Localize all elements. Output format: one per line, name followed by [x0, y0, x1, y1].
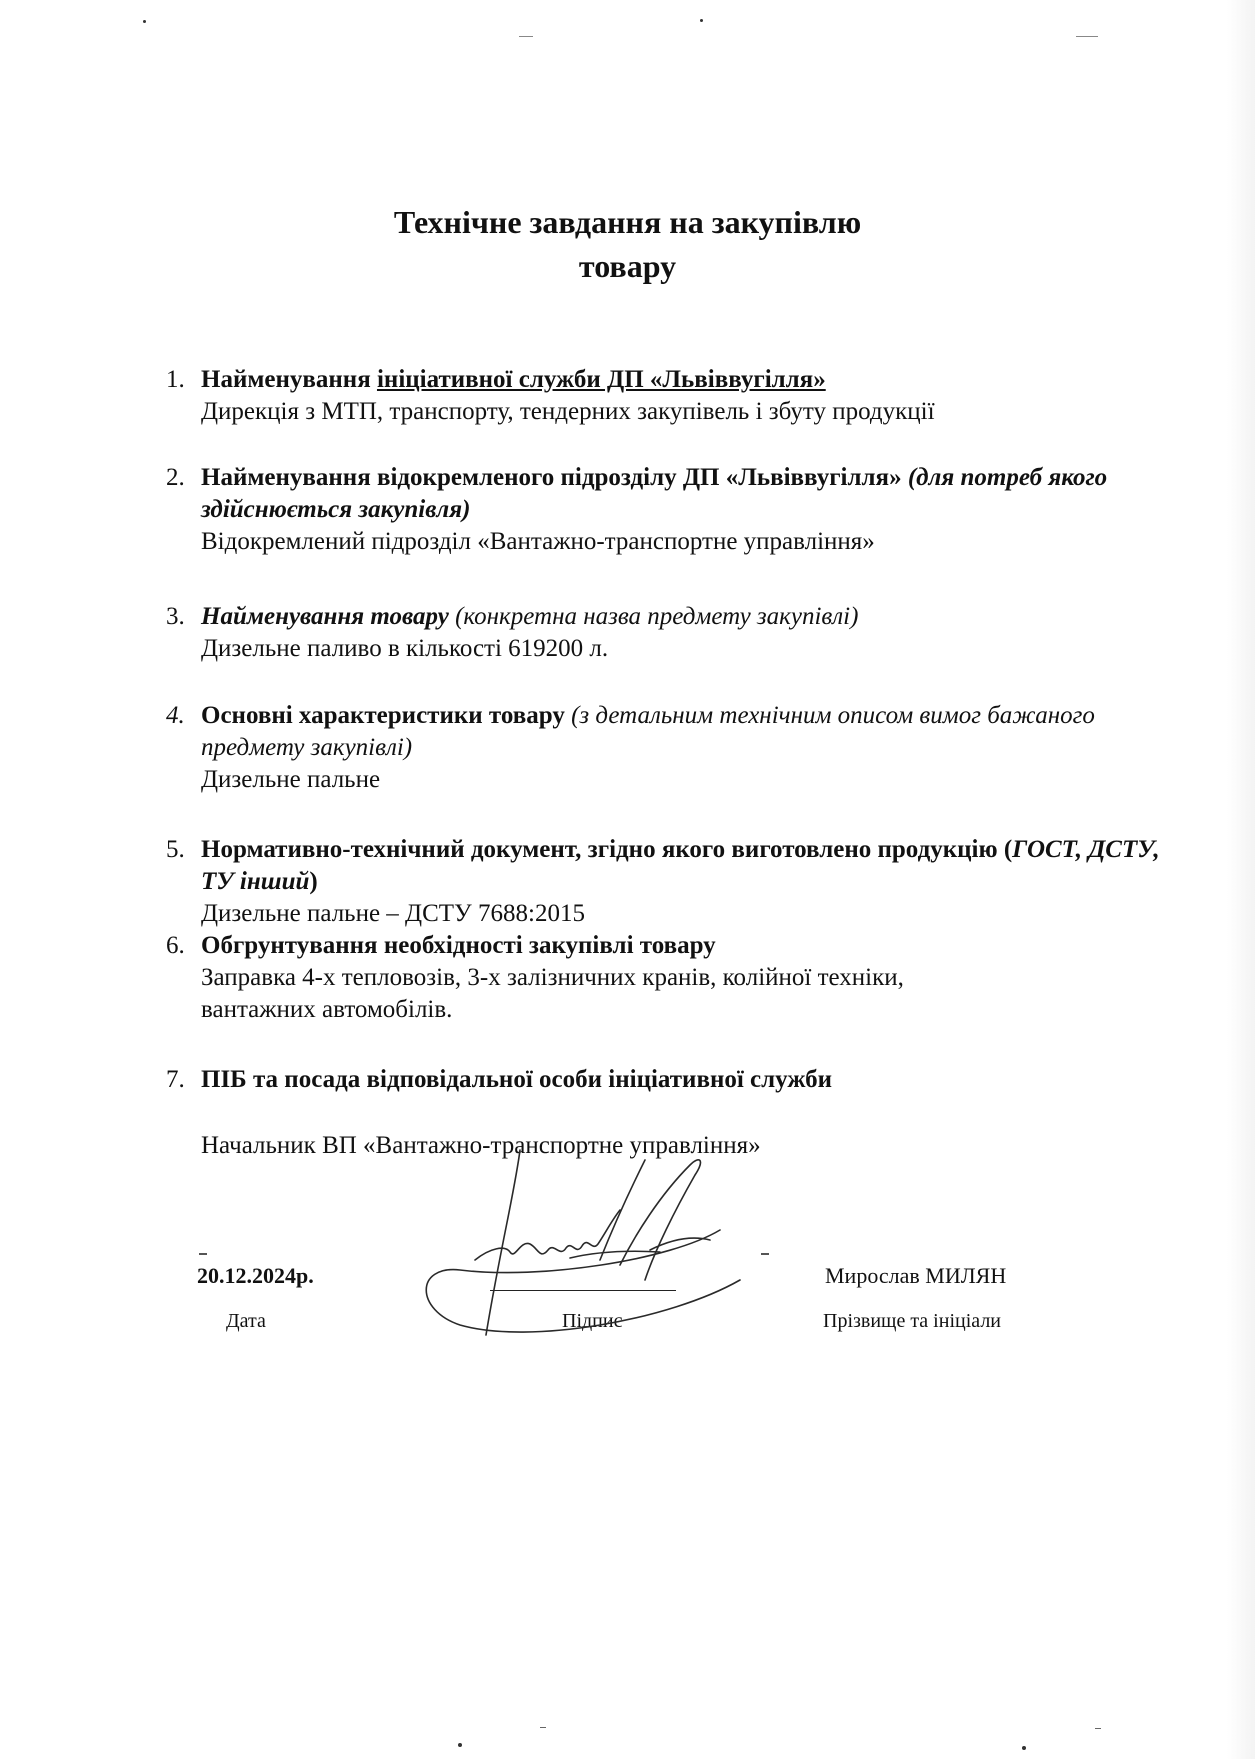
caption-name: Прізвище та ініціали — [823, 1310, 1001, 1332]
scan-speck — [199, 1253, 207, 1255]
document-title — [0, 200, 1255, 288]
section-title — [201, 834, 1166, 898]
section-body: Дизельне пальне – ДСТУ 7688:2015 — [201, 900, 585, 927]
section-body: Дирекція з МТП, транспорту, тендерних закупівель і збуту продукції — [201, 398, 935, 425]
scan-speck — [1076, 36, 1098, 37]
section-note: (конкретна назва предмету закупівлі) — [448, 603, 859, 630]
section-title — [201, 700, 1166, 764]
section-title — [201, 462, 1166, 526]
section-title-italic: (для потреб якого здійснюється закупівля) — [201, 464, 1108, 523]
scan-speck — [519, 36, 533, 37]
title-line-2: товару — [578, 248, 677, 284]
section-number: 3. — [166, 603, 185, 630]
section-number: 7. — [166, 1066, 185, 1093]
section-number: 1. — [166, 366, 185, 393]
scan-speck — [700, 19, 703, 22]
section-title-italic-bold: Найменування товару — [201, 603, 449, 630]
section-title-italic: ГОСТ, ДСТУ, ТУ інший — [201, 836, 1160, 895]
section-number: 6. — [166, 932, 185, 959]
section-title-text: Найменування відокремленого підрозділу ДП «Львіввугілля» — [201, 464, 902, 491]
scan-speck — [540, 1727, 546, 1728]
section-title-text: Нормативно-технічний документ, згідно якого виготовлено продукцію ( — [201, 836, 1013, 863]
section-5 — [166, 834, 1166, 930]
section-4 — [166, 700, 1166, 796]
section-title: ПІБ та посада відповідальної особи ініціативної служби — [201, 1066, 833, 1093]
section-body: Начальник ВП «Вантажно-транспортне управління» — [201, 1132, 761, 1159]
section-body: Відокремлений підрозділ «Вантажно-транспортне управління» — [201, 528, 875, 555]
scan-speck — [1095, 1728, 1101, 1729]
section-2 — [166, 462, 1166, 558]
section-number: 5. — [166, 836, 185, 863]
handwritten-signature — [420, 1140, 800, 1350]
signature-name-value: Мирослав МИЛЯН — [825, 1263, 1007, 1288]
section-6 — [166, 930, 1166, 1026]
scan-speck — [1022, 1746, 1026, 1750]
section-note: (з детальним технічним описом вимог бажаного предмету закупівлі) — [201, 702, 1095, 761]
section-1 — [166, 364, 1166, 428]
signature-date-value: 20.12.2024р. — [197, 1263, 314, 1288]
scan-speck — [143, 20, 146, 23]
scan-speck — [458, 1743, 462, 1747]
caption-date: Дата — [226, 1310, 266, 1332]
section-3 — [166, 601, 1166, 665]
section-title-plain: Найменування — [201, 366, 377, 393]
caption-signature: Підпис — [562, 1310, 623, 1332]
section-title: Обгрунтування необхідності закупівлі товару — [201, 932, 716, 959]
section-title — [201, 601, 858, 633]
section-title-text: Основні характеристики товару — [201, 702, 565, 729]
section-number: 2. — [166, 464, 185, 491]
section-body: Дизельне паливо в кількості 619200 л. — [201, 635, 609, 662]
section-title — [201, 364, 826, 396]
title-line-1: Технічне завдання на закупівлю — [393, 204, 862, 240]
section-title-underlined: ініціативної служби ДП «Львіввугілля» — [376, 366, 826, 393]
section-number: 4. — [166, 702, 185, 729]
section-title-end: ) — [309, 868, 318, 895]
section-body: Дизельне пальне — [201, 766, 381, 793]
section-body: Заправка 4-х тепловозів, 3-х залізничних кранів, колійної техніки, вантажних автомобілів. — [201, 964, 904, 1023]
